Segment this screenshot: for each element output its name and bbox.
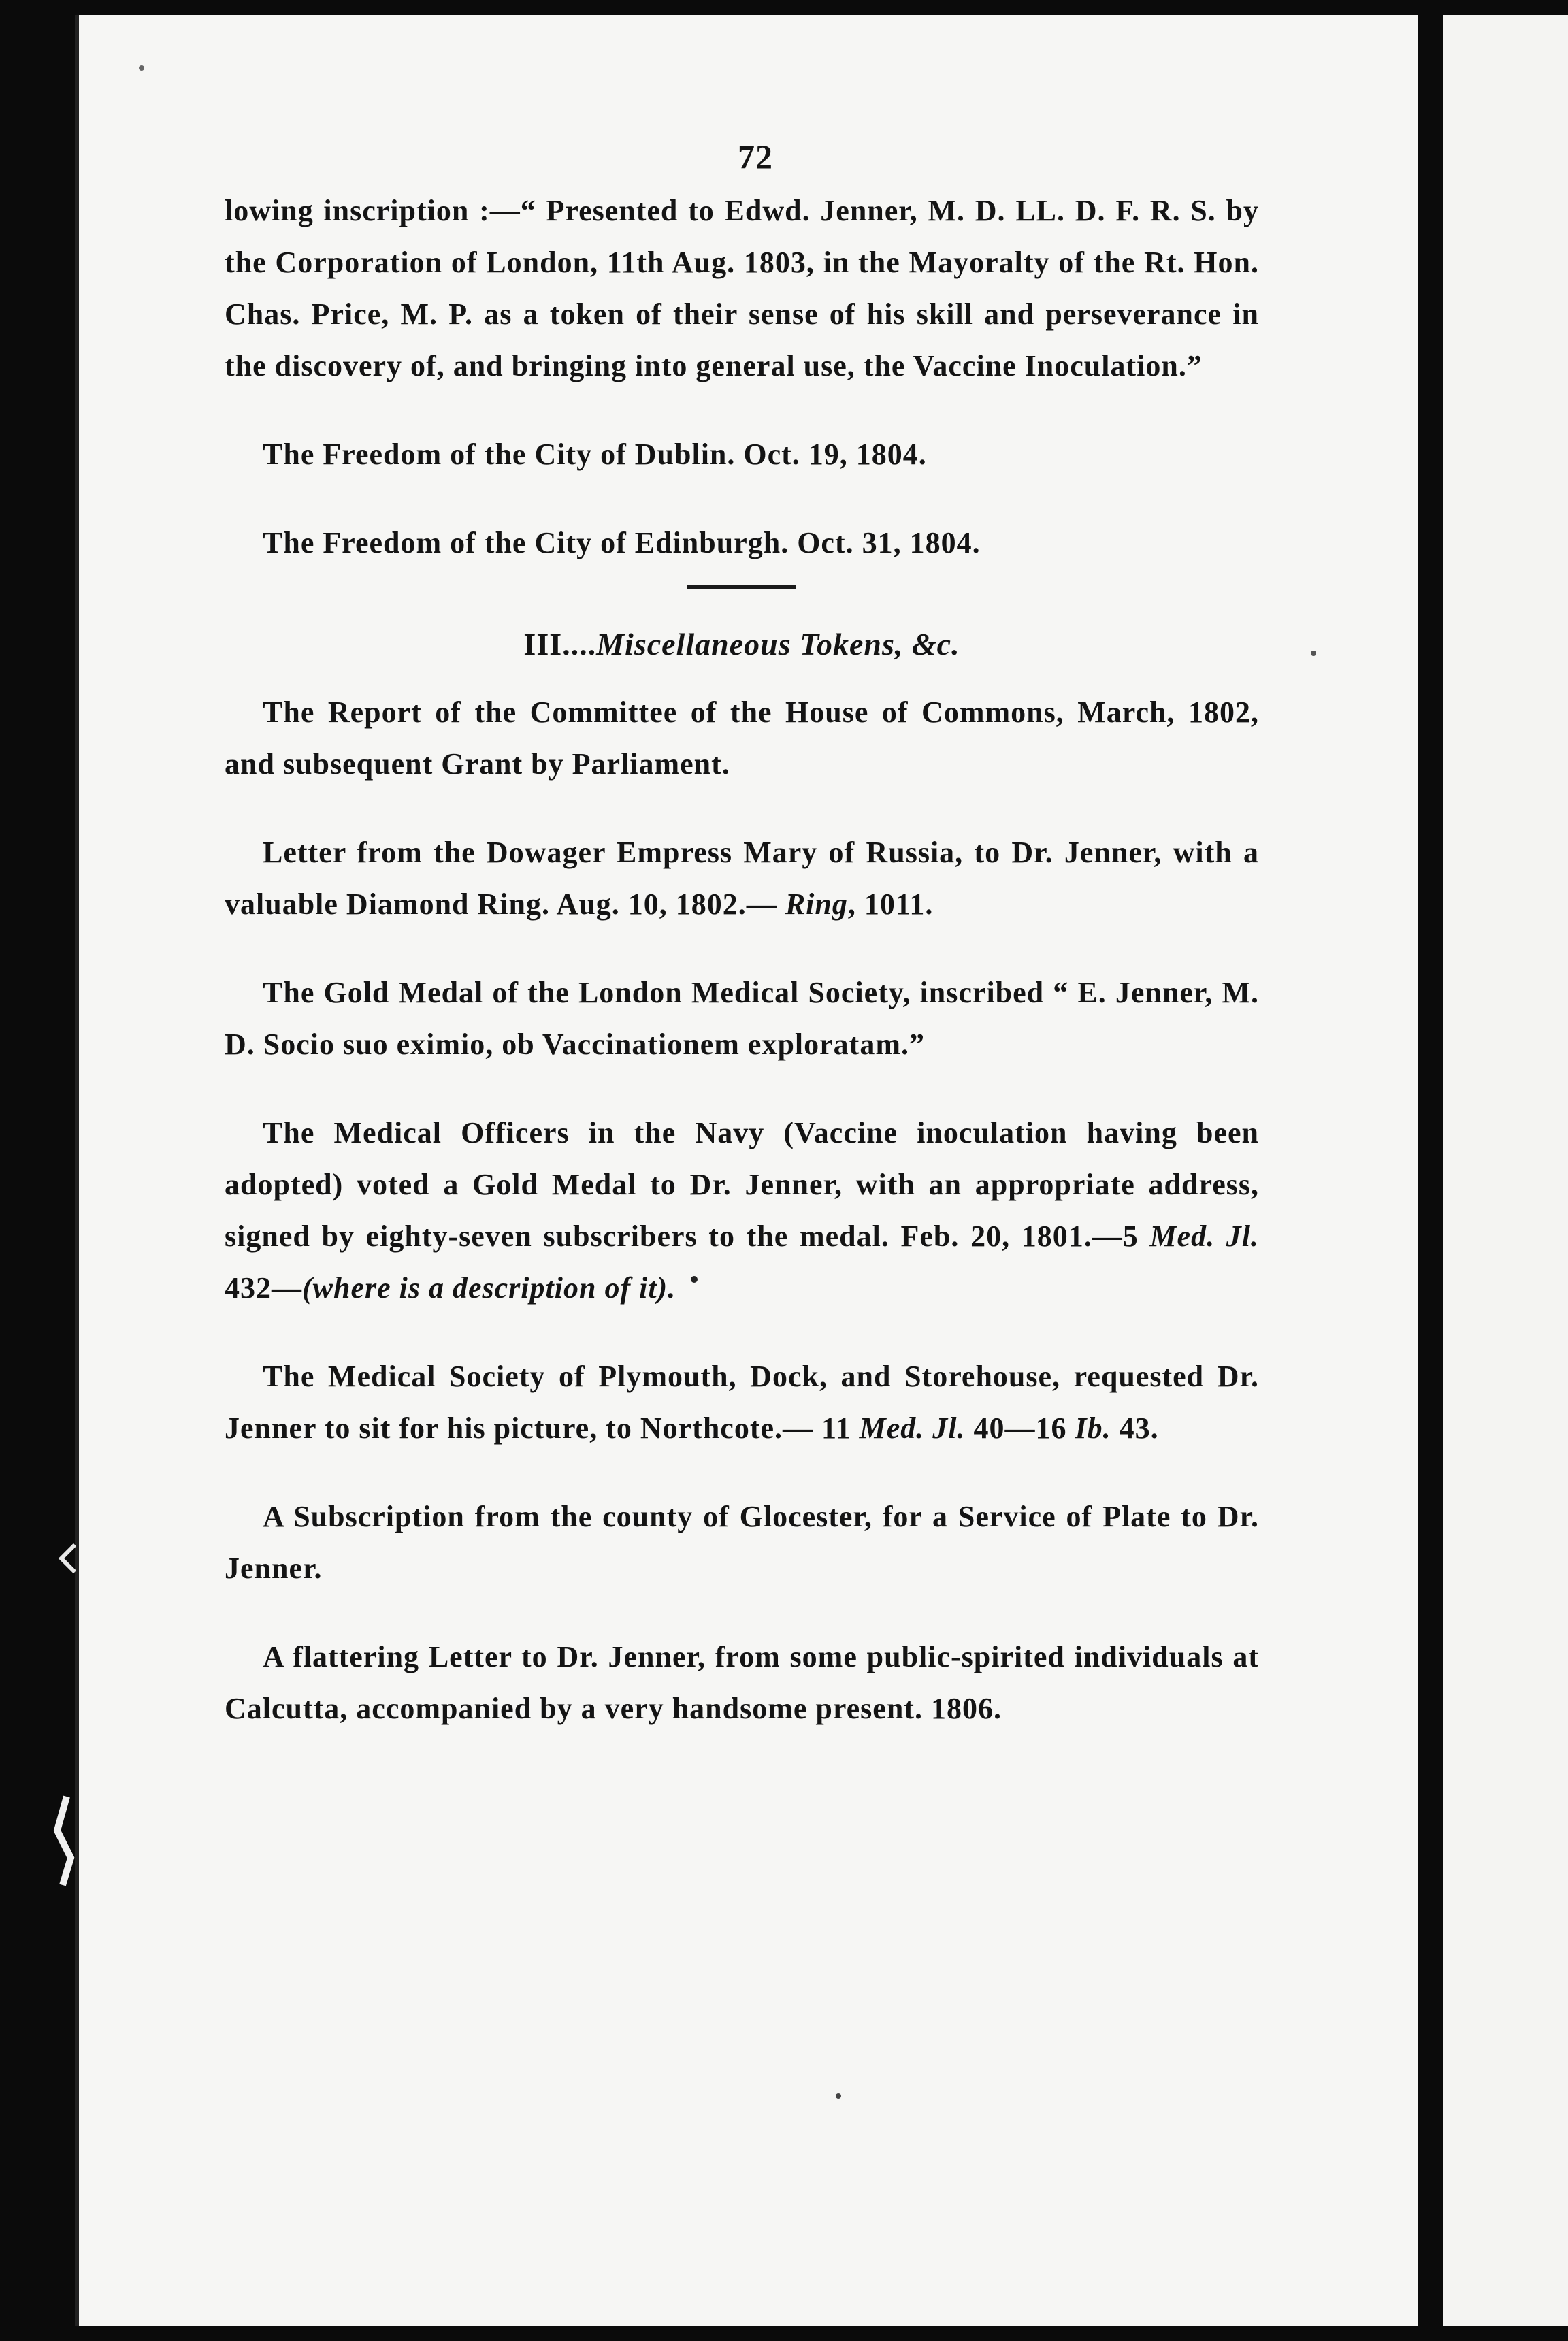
- plymouth-society-text: The Medical Society of Plymouth, Dock, and Storehouse, requested Dr. Jenner to sit for his picture, to Northcote.— 11: [225, 1360, 1259, 1445]
- plymouth-ref-2: Ib.: [1075, 1411, 1111, 1445]
- ring-label: Ring: [785, 887, 848, 921]
- page-text: [225, 136, 1259, 1771]
- page-number: 72: [738, 137, 773, 176]
- dublin-freedom-paragraph: The Freedom of the City of Dublin. Oct. 19, 1804.: [263, 438, 927, 471]
- navy-medal-page: 432—: [225, 1271, 302, 1305]
- glocester-subscription-paragraph: A Subscription from the county of Glocester, for a Service of Plate to Dr. Jenner.: [225, 1500, 1259, 1585]
- edinburgh-freedom-paragraph: The Freedom of the City of Edinburgh. Oct. 31, 1804.: [263, 526, 981, 559]
- page-tear-mark: [57, 1797, 71, 1885]
- page-tear-mark: [61, 1545, 75, 1572]
- plymouth-society-paragraph: [225, 1351, 1259, 1454]
- calcutta-letter-paragraph: A flattering Letter to Dr. Jenner, from some public-spirited individuals at Calcutta, accompanied by a very handsome present. 1806.: [225, 1640, 1259, 1725]
- inscription-paragraph: lowing inscription :—“ Presented to Edwd. Jenner, M. D. LL. D. F. R. S. by the Corporation of London, 11th Aug. 1803, in the Mayoralty of the Rt. Hon. Chas. Price, M. P. as a token of their sense of his skill and perseverance in the discovery of, and bringing into general use, the Vaccine Inoculation.”: [225, 194, 1259, 382]
- navy-medal-note: (where is a description of it).: [302, 1271, 676, 1305]
- facing-page-edge: [1443, 15, 1568, 2326]
- empress-letter-paragraph: [225, 827, 1259, 930]
- ring-value: , 1011.: [847, 887, 934, 921]
- section-divider: [687, 585, 796, 589]
- navy-medal-text: The Medical Officers in the Navy (Vaccine inoculation having been adopted) voted a Gold Medal to Dr. Jenner, with an appropriate address, signed by eighty-seven subscribers to the medal. Feb. 20, 1801.—5: [225, 1116, 1259, 1253]
- plymouth-end: 43.: [1111, 1411, 1159, 1445]
- gold-medal-paragraph: The Gold Medal of the London Medical Society, inscribed “ E. Jenner, M. D. Socio suo eximio, ob Vaccinationem exploratam.”: [225, 976, 1259, 1061]
- section-heading: [225, 619, 1259, 670]
- navy-medal-ref: Med. Jl.: [1149, 1219, 1259, 1253]
- plymouth-ref-1: Med. Jl.: [859, 1411, 966, 1445]
- section-heading-number: III....: [523, 627, 597, 661]
- navy-medal-paragraph: [225, 1107, 1259, 1314]
- section-heading-title: Miscellaneous Tokens, &c.: [596, 627, 960, 661]
- empress-letter-text: Letter from the Dowager Empress Mary of Russia, to Dr. Jenner, with a valuable Diamond Ring. Aug. 10, 1802.—: [225, 836, 1259, 921]
- plymouth-mid: 40—16: [965, 1411, 1075, 1445]
- commons-report-paragraph: The Report of the Committee of the House of Commons, March, 1802, and subsequent Grant by Parliament.: [225, 695, 1259, 781]
